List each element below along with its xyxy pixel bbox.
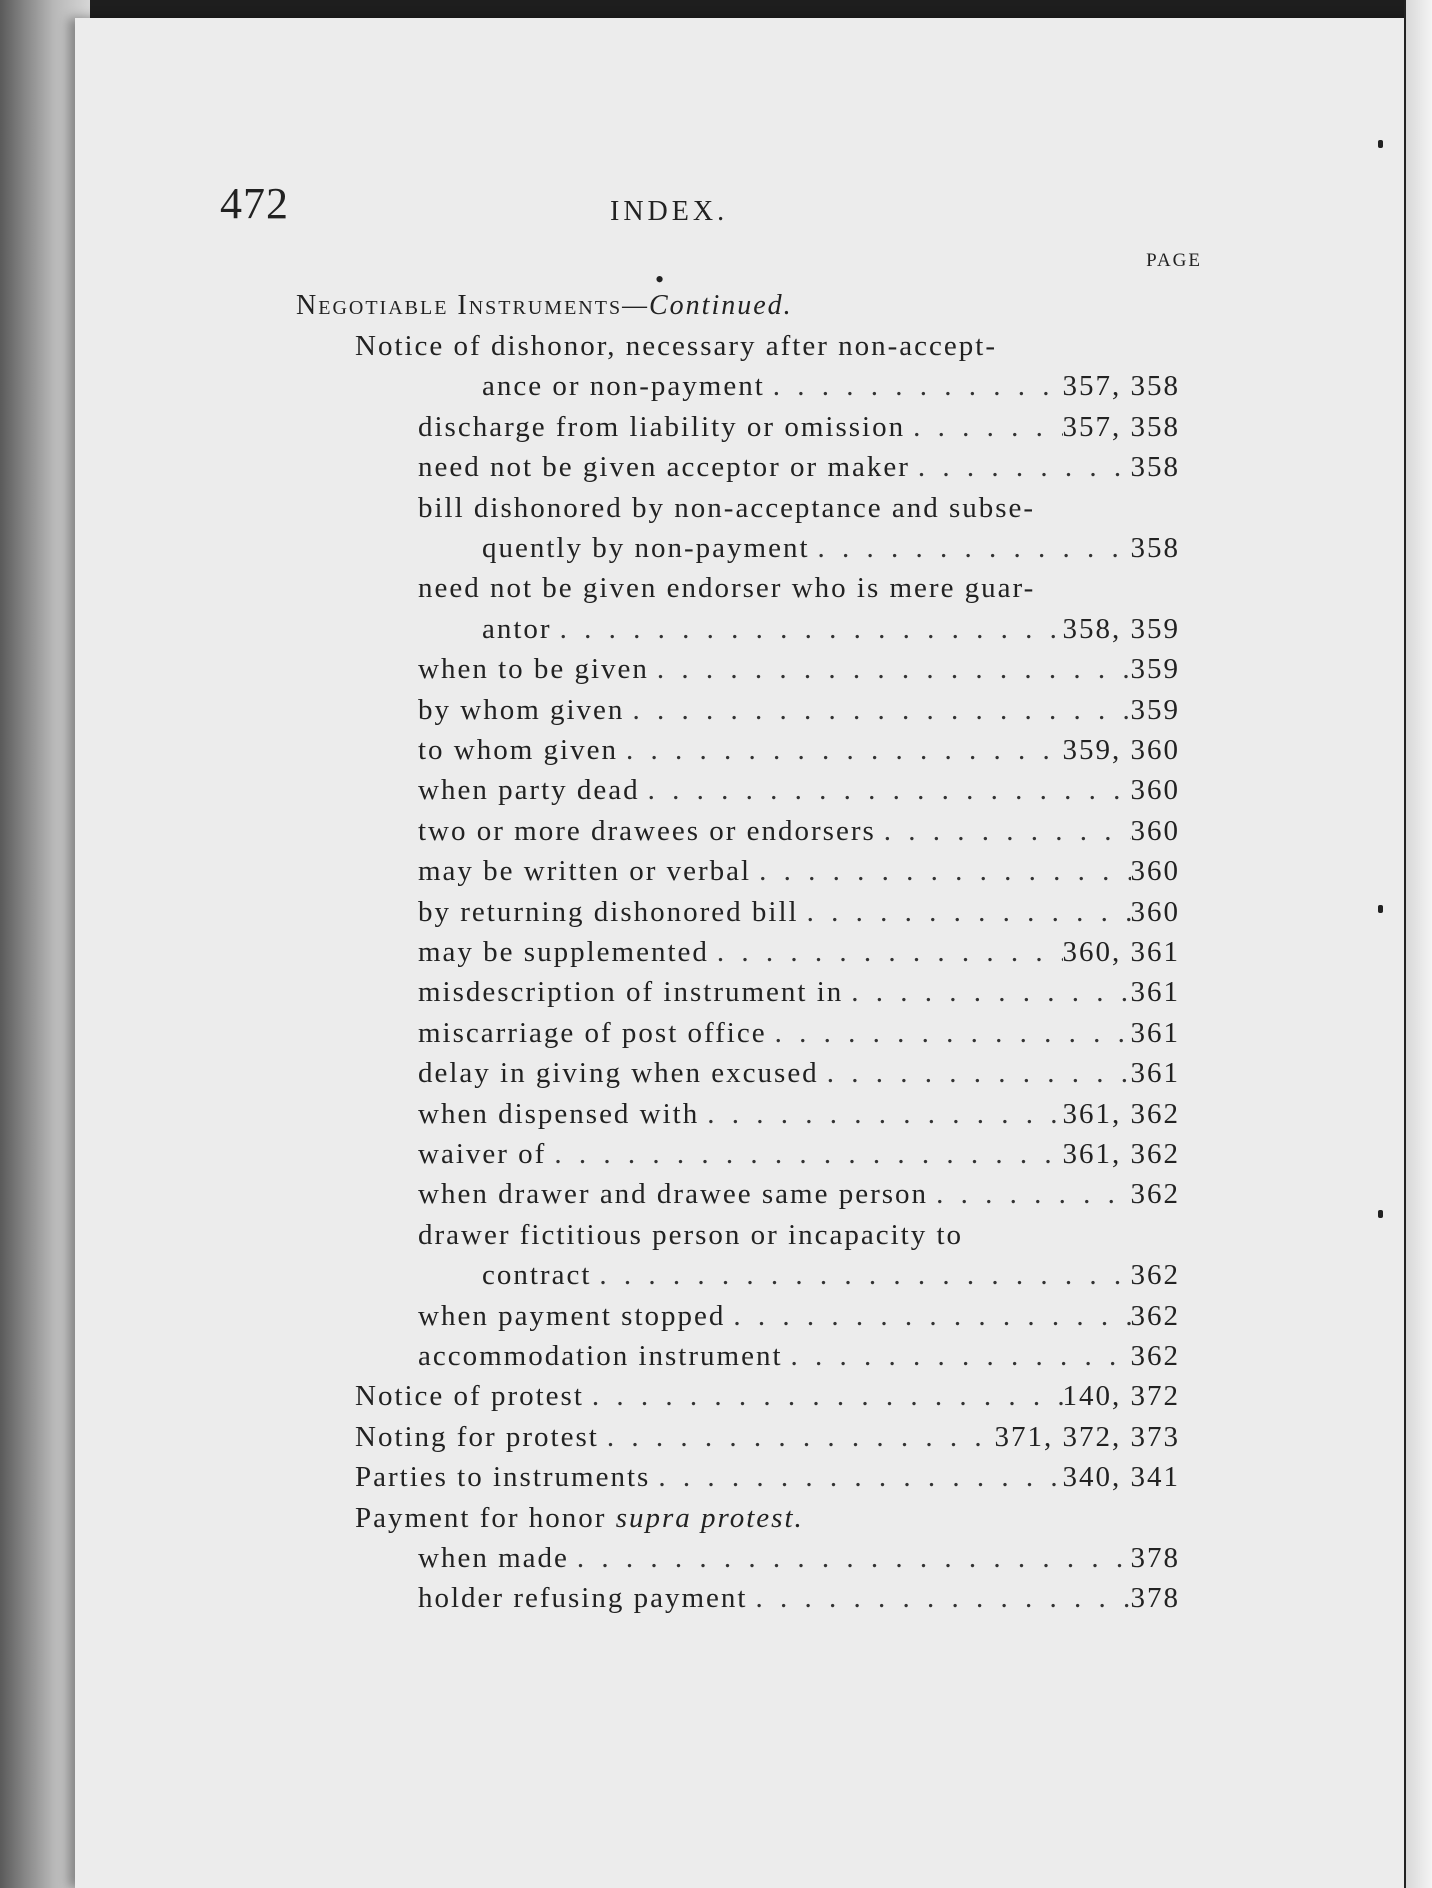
- entry-page-ref: 361, 362: [1062, 1138, 1180, 1170]
- leader-dots: [569, 1542, 1131, 1575]
- index-entry: [418, 1057, 1180, 1097]
- entry-text: by whom given: [418, 693, 625, 726]
- entry-text: when payment stopped: [418, 1299, 726, 1332]
- entry-text: drawer fictitious person or incapacity to: [418, 1218, 964, 1251]
- leader-dots: [876, 815, 1131, 848]
- entry-page-ref: 362: [1130, 1340, 1180, 1372]
- index-entry: [418, 815, 1180, 855]
- leader-dots: [552, 613, 1063, 646]
- index-heading: [296, 290, 793, 322]
- scan-speck: [1378, 140, 1383, 148]
- entry-page-ref: 361: [1130, 1057, 1180, 1090]
- entry-page-ref: 357, 358: [1062, 370, 1180, 403]
- entry-page-ref: 378: [1130, 1542, 1180, 1574]
- entry-page-ref: 362: [1130, 1259, 1180, 1292]
- entry-page-ref: 378: [1130, 1582, 1180, 1615]
- entry-text: need not be given acceptor or maker: [418, 451, 910, 484]
- entry-text: by returning dishonored bill: [418, 895, 799, 928]
- leader-dots: [767, 1017, 1131, 1050]
- entry-text: Parties to instruments: [355, 1461, 651, 1494]
- entry-page-ref: 358: [1130, 532, 1180, 564]
- leader-dots: [725, 1300, 1130, 1333]
- index-entry: [355, 1421, 1180, 1461]
- index-entry: [418, 734, 1180, 774]
- index-entry: [418, 855, 1180, 895]
- page-column-label: PAGE: [1146, 250, 1202, 271]
- leader-dots: [699, 1098, 1062, 1131]
- entry-page-ref: 371, 372, 373: [994, 1420, 1180, 1453]
- entry-page-ref: 357, 358: [1062, 410, 1180, 443]
- entry-text: when drawer and drawee same person: [418, 1178, 929, 1211]
- index-entry: [418, 1219, 963, 1259]
- leader-dots: [819, 1057, 1131, 1090]
- index-entry: [418, 1138, 1180, 1178]
- entry-text: delay in giving when excused: [418, 1057, 819, 1090]
- entry-text: when made: [418, 1542, 569, 1574]
- entry-text: two or more drawees or endorsers: [418, 814, 876, 847]
- entry-text: misdescription of instrument in: [418, 976, 844, 1009]
- entry-text: when party dead: [418, 774, 640, 807]
- entry-text: contract: [482, 1259, 592, 1292]
- entry-page-ref: 359: [1130, 653, 1180, 686]
- entry-text: Notice of protest: [355, 1380, 584, 1413]
- entry-page-ref: 358, 359: [1062, 612, 1180, 645]
- index-entry: [418, 1300, 1180, 1340]
- leader-dots: [905, 411, 1062, 444]
- scan-top-edge: [0, 0, 1432, 18]
- index-entry: [418, 411, 1180, 451]
- leader-dots: [649, 653, 1131, 686]
- entry-page-ref: 140, 372: [1062, 1380, 1180, 1413]
- entry-text: to whom given: [418, 734, 618, 766]
- scan-speck: [1378, 905, 1383, 913]
- entry-text: miscarriage of post office: [418, 1016, 767, 1049]
- bullet-mark: •: [655, 265, 665, 294]
- index-entry: [418, 653, 1180, 693]
- scan-speck: [1378, 1210, 1383, 1218]
- entry-text: may be written or verbal: [418, 855, 752, 888]
- entry-page-ref: 360: [1130, 774, 1180, 807]
- index-entry: [355, 330, 997, 370]
- leader-dots: [747, 1582, 1130, 1615]
- leader-dots: [928, 1178, 1130, 1211]
- index-entry: [418, 1017, 1180, 1057]
- index-entry: [418, 1340, 1180, 1380]
- leader-dots: [799, 896, 1131, 929]
- entry-text: Noting for protest: [355, 1420, 599, 1453]
- index-entry: [482, 613, 1180, 653]
- leader-dots: [765, 370, 1063, 403]
- page-number: 472: [220, 179, 289, 228]
- entry-text: quently by non-payment: [482, 532, 810, 564]
- entry-text: Payment for honor supra protest.: [355, 1501, 804, 1534]
- index-entry: [418, 1542, 1180, 1582]
- leader-dots: [591, 1259, 1130, 1292]
- entry-text: ance or non-payment: [482, 370, 765, 403]
- index-entry: [482, 1259, 1180, 1299]
- index-entry: [418, 1178, 1180, 1218]
- entry-text: when to be given: [418, 653, 649, 686]
- entry-page-ref: 360: [1130, 855, 1180, 888]
- entry-page-ref: 362: [1130, 1299, 1180, 1332]
- running-title: INDEX.: [610, 196, 729, 227]
- leader-dots: [709, 936, 1063, 969]
- index-entry: [418, 976, 1180, 1016]
- entry-page-ref: 358: [1130, 451, 1180, 484]
- index-entry: [418, 492, 1035, 532]
- index-entry: [418, 896, 1180, 936]
- leader-dots: [599, 1421, 995, 1454]
- heading-title: Negotiable Instruments: [296, 290, 623, 321]
- leader-dots: [751, 855, 1130, 888]
- heading-continued: —Continued.: [622, 290, 793, 321]
- leader-dots: [618, 734, 1063, 767]
- entry-text: bill dishonored by non-acceptance and subse-: [418, 491, 1036, 524]
- entry-text: waiver of: [418, 1138, 547, 1170]
- index-entry: [418, 572, 1035, 612]
- entry-page-ref: 360, 361: [1062, 936, 1180, 968]
- index-entry: [418, 936, 1180, 976]
- entry-page-ref: 362: [1130, 1178, 1180, 1211]
- leader-dots: [624, 694, 1130, 727]
- leader-dots: [640, 774, 1131, 807]
- entry-page-ref: 359: [1130, 693, 1180, 726]
- entry-text: discharge from liability or omission: [418, 410, 906, 443]
- leader-dots: [650, 1461, 1062, 1494]
- index-entry: [418, 1098, 1180, 1138]
- entry-text: need not be given endorser who is mere guar-: [418, 572, 1036, 605]
- entry-text: holder refusing payment: [418, 1582, 748, 1615]
- index-entry: [418, 694, 1180, 734]
- leader-dots: [783, 1340, 1131, 1373]
- index-entry: [418, 451, 1180, 491]
- leader-dots: [546, 1138, 1062, 1171]
- entry-page-ref: 361, 362: [1062, 1097, 1180, 1130]
- entry-page-ref: 360: [1130, 895, 1180, 928]
- leader-dots: [810, 532, 1131, 565]
- entry-text: Notice of dishonor, necessary after non-accept-: [355, 330, 997, 362]
- index-entry: [482, 370, 1180, 410]
- index-entry: [418, 774, 1180, 814]
- index-entry: [355, 1502, 804, 1542]
- entry-text: when dispensed with: [418, 1097, 700, 1130]
- entry-page-ref: 361: [1130, 976, 1180, 1009]
- leader-dots: [843, 976, 1130, 1009]
- leader-dots: [584, 1380, 1063, 1413]
- entry-text: may be supplemented: [418, 936, 709, 968]
- index-entry: [482, 532, 1180, 572]
- entry-page-ref: 340, 341: [1062, 1461, 1180, 1494]
- entry-page-ref: 360: [1130, 814, 1180, 847]
- index-entry: [355, 1461, 1180, 1501]
- entry-text: antor: [482, 612, 552, 645]
- page-header: [0, 178, 1432, 271]
- leader-dots: [910, 451, 1131, 484]
- entry-text: accommodation instrument: [418, 1340, 783, 1372]
- right-page-edge: [1404, 0, 1432, 1888]
- index-entry: [418, 1582, 1180, 1622]
- entry-page-ref: 359, 360: [1062, 734, 1180, 766]
- index-entry: [355, 1380, 1180, 1420]
- entry-page-ref: 361: [1130, 1016, 1180, 1049]
